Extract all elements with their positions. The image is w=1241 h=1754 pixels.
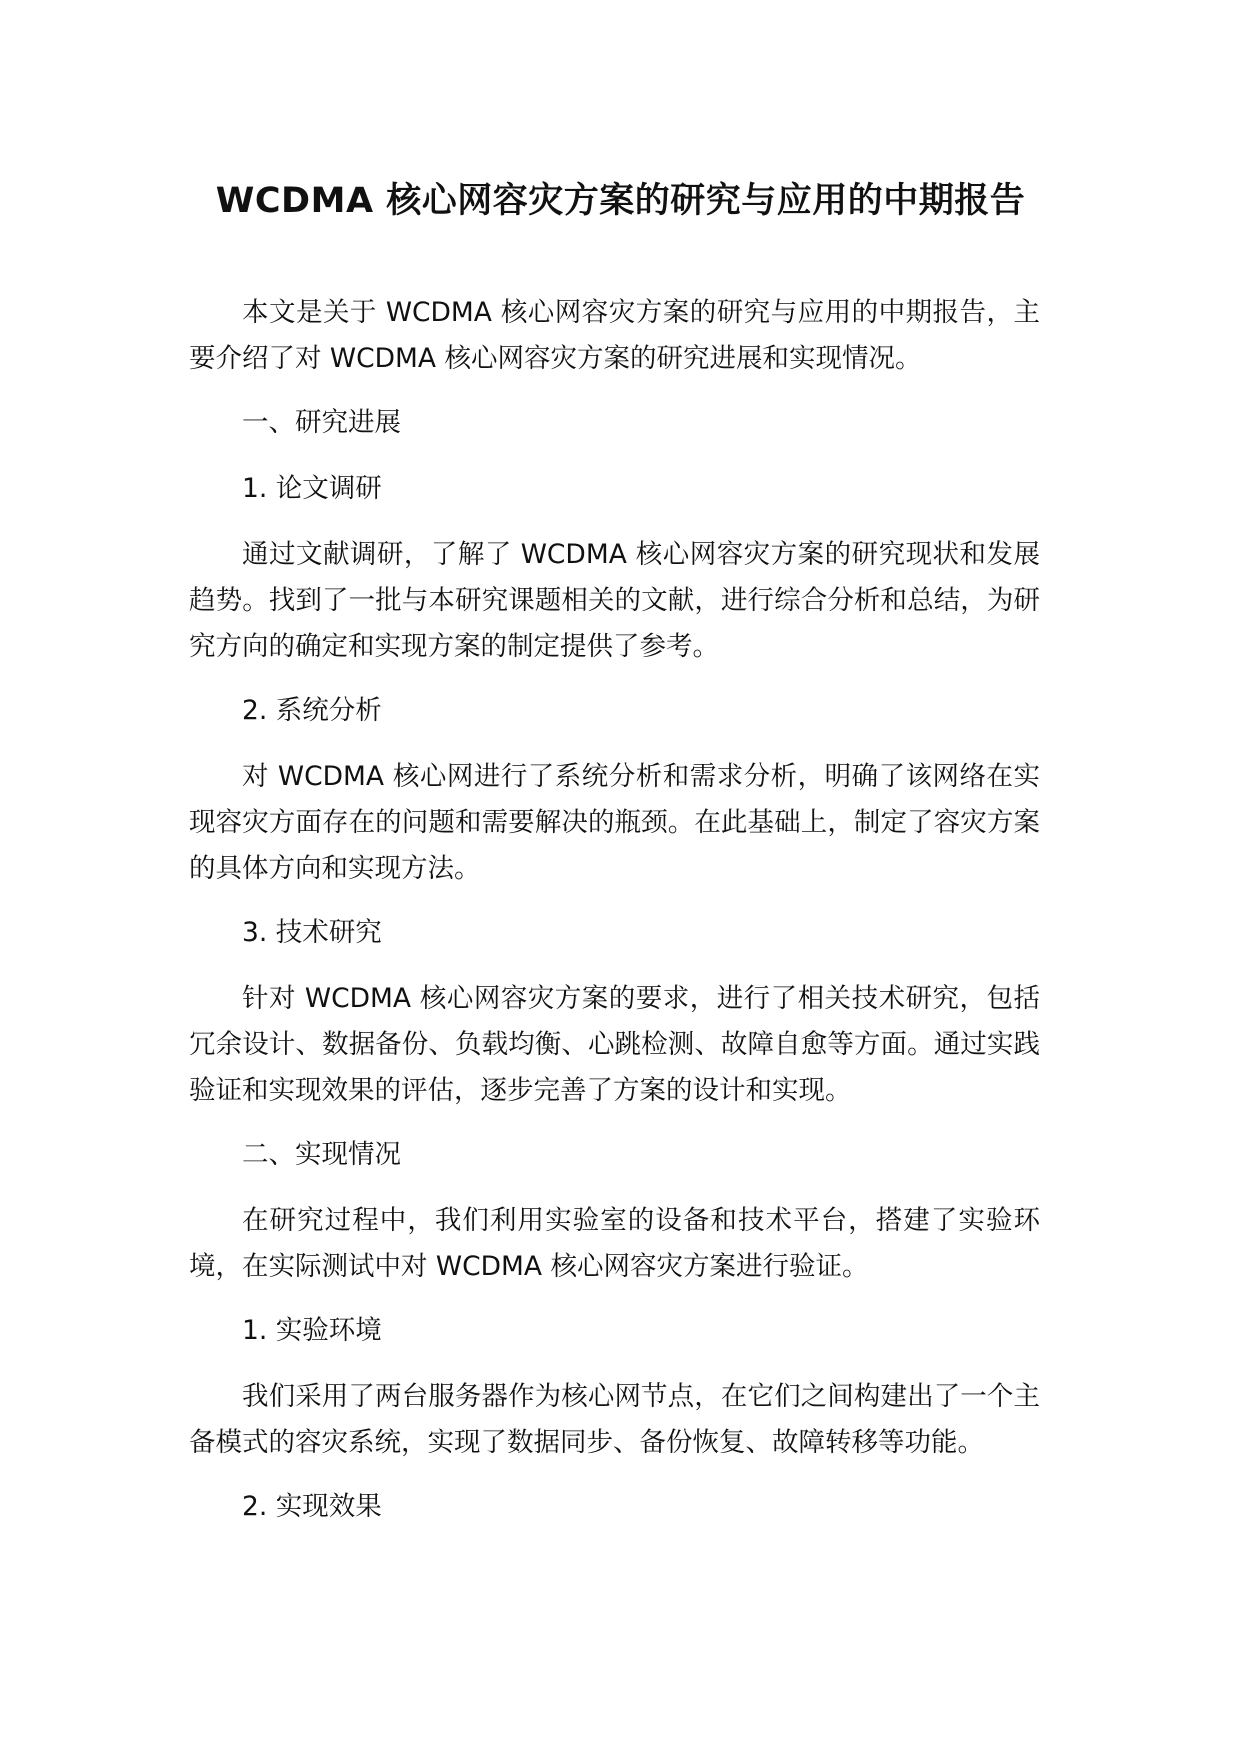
subsection-heading-system-analysis: 2. 系统分析 bbox=[242, 695, 382, 726]
subsection-heading-literature-survey: 1. 论文调研 bbox=[242, 473, 382, 504]
subsection-heading-results: 2. 实现效果 bbox=[242, 1491, 382, 1522]
section-heading-implementation: 二、实现情况 bbox=[242, 1139, 401, 1170]
intro-paragraph: 本文是关于 WCDMA 核心网容灾方案的研究与应用的中期报告，主要介绍了对 WCDMA 核心网容灾方案的研究进展和实现情况。 bbox=[189, 297, 1040, 374]
system-analysis-paragraph: 对 WCDMA 核心网进行了系统分析和需求分析，明确了该网络在实现容灾方面存在的问题和需要解决的瓶颈。在此基础上，制定了容灾方案的具体方向和实现方法。 bbox=[189, 761, 1040, 884]
document-body bbox=[189, 290, 1040, 1550]
technical-research-paragraph: 针对 WCDMA 核心网容灾方案的要求，进行了相关技术研究，包括冗余设计、数据备份、负载均衡、心跳检测、故障自愈等方面。通过实践验证和实现效果的评估，逐步完善了方案的设计和实现。 bbox=[189, 983, 1040, 1106]
implementation-paragraph: 在研究过程中，我们利用实验室的设备和技术平台，搭建了实验环境，在实际测试中对 WCDMA 核心网容灾方案进行验证。 bbox=[189, 1205, 1040, 1282]
lab-environment-paragraph: 我们采用了两台服务器作为核心网节点，在它们之间构建出了一个主备模式的容灾系统，实现了数据同步、备份恢复、故障转移等功能。 bbox=[189, 1381, 1040, 1458]
literature-survey-paragraph: 通过文献调研，了解了 WCDMA 核心网容灾方案的研究现状和发展趋势。找到了一批与本研究课题相关的文献，进行综合分析和总结，为研究方向的确定和实现方案的制定提供了参考。 bbox=[189, 539, 1040, 662]
subsection-heading-technical-research: 3. 技术研究 bbox=[242, 917, 382, 948]
section-heading-research-progress: 一、研究进展 bbox=[242, 407, 401, 438]
document-title: WCDMA 核心网容灾方案的研究与应用的中期报告 bbox=[215, 181, 1026, 221]
subsection-heading-lab-environment: 1. 实验环境 bbox=[242, 1315, 382, 1346]
